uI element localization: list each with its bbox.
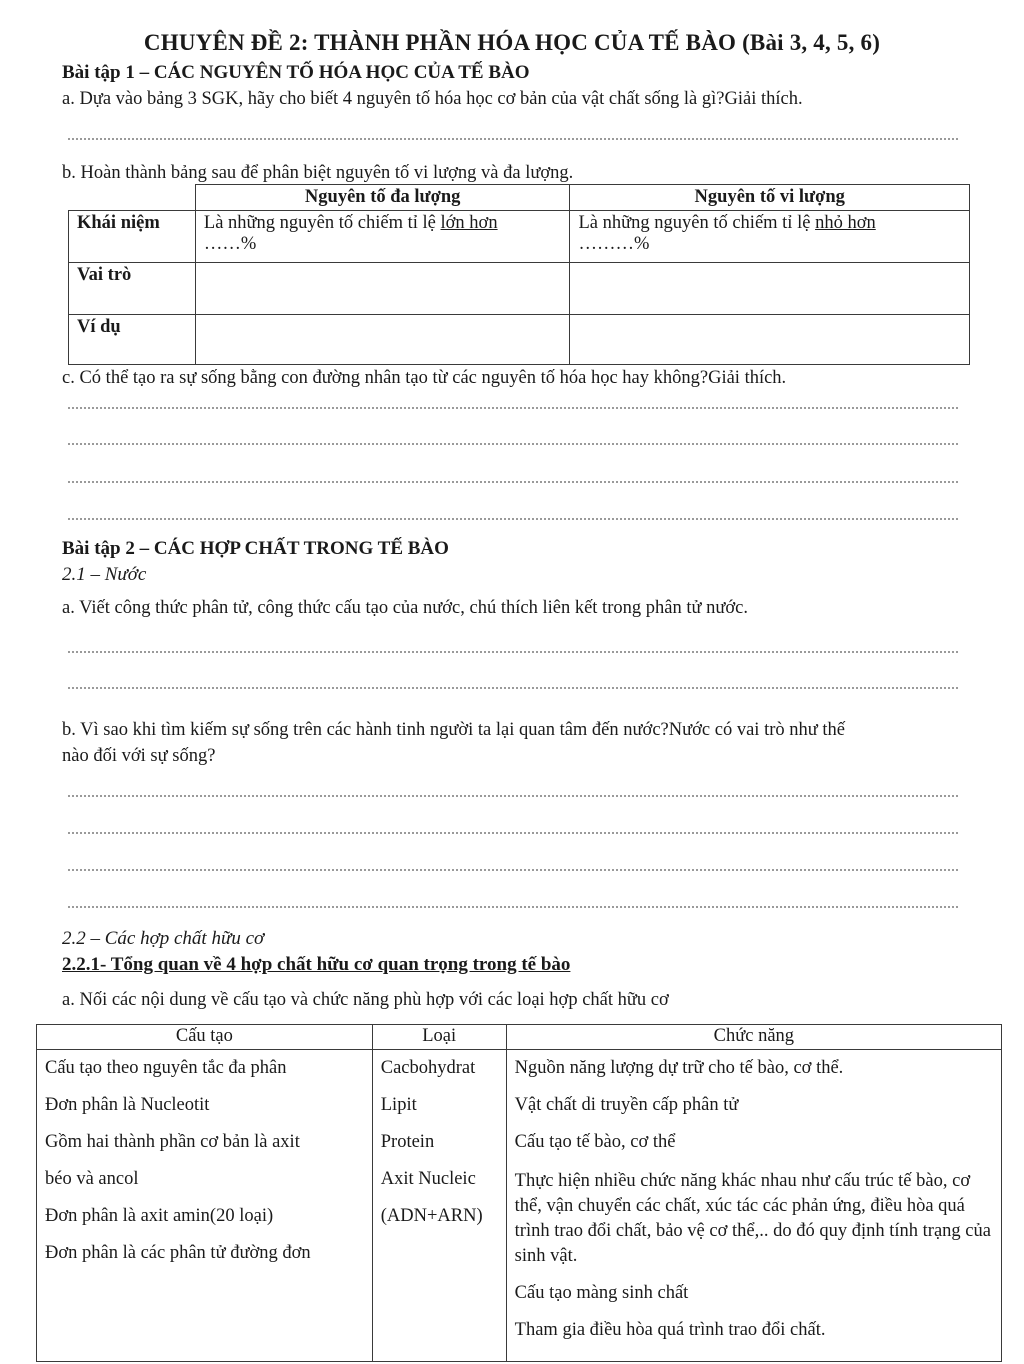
macro-example-cell[interactable]	[195, 315, 570, 365]
exercise-1c-question: c. Có thể tạo ra sự sống bằng con đường nhân tạo từ các nguyên tố hóa học hay không?Giải thích.	[62, 368, 787, 388]
type-item-protein[interactable]: Protein	[380, 1132, 435, 1152]
function-header: Chức năng	[506, 1025, 1001, 1050]
section-organic-title: 2.2 – Các hợp chất hữu cơ	[62, 928, 265, 949]
function-item[interactable]: Vật chất di truyền cấp phân tử	[514, 1095, 739, 1115]
answer-line	[68, 407, 958, 409]
answer-line	[68, 869, 958, 871]
structure-item[interactable]: Đơn phân là Nucleotit	[45, 1095, 210, 1115]
function-item[interactable]: Cấu tạo màng sinh chất	[514, 1283, 689, 1303]
answer-line	[68, 481, 958, 483]
macro-concept-underlined: lớn hơn	[440, 213, 498, 233]
type-column	[372, 1050, 506, 1362]
answer-line	[68, 518, 958, 520]
structure-item[interactable]: Đơn phân là axit amin(20 loại)	[45, 1206, 274, 1226]
answer-line	[68, 651, 958, 653]
micro-role-cell[interactable]	[570, 263, 970, 315]
elements-table	[68, 184, 970, 365]
water-question-b-line1: b. Vì sao khi tìm kiếm sự sống trên các hành tinh người ta lại quan tâm đến nước?Nước có vai trò như thế	[62, 720, 845, 740]
worksheet-title: CHUYÊN ĐỀ 2: THÀNH PHẦN HÓA HỌC CỦA TẾ BÀO (Bài 3, 4, 5, 6)	[143, 30, 881, 55]
structure-item[interactable]: Đơn phân là các phân tử đường đơn	[45, 1243, 311, 1263]
micro-concept-underlined: nhỏ hơn	[815, 213, 876, 233]
micro-element-header: Nguyên tố vi lượng	[570, 185, 970, 211]
micro-concept-text: Là những nguyên tố chiếm tỉ lệ	[578, 213, 816, 233]
answer-line	[68, 906, 958, 908]
answer-line	[68, 795, 958, 797]
micro-percent-blank[interactable]: ………%	[578, 234, 650, 254]
exercise-1b-question: b. Hoàn thành bảng sau để phân biệt nguyên tố vi lượng và đa lượng.	[62, 163, 574, 183]
structure-item[interactable]: Cấu tạo theo nguyên tắc đa phân	[45, 1058, 287, 1078]
organic-compounds-table	[36, 1024, 1002, 1362]
micro-concept-cell	[570, 211, 970, 263]
macro-role-cell[interactable]	[195, 263, 570, 315]
row-header-example: Ví dụ	[69, 315, 196, 365]
type-item-carbohydrate[interactable]: Cacbohydrat	[380, 1058, 476, 1078]
structure-item[interactable]: béo và ancol	[45, 1169, 139, 1189]
structure-column	[37, 1050, 373, 1362]
type-item-lipid[interactable]: Lipit	[380, 1095, 417, 1115]
function-item[interactable]: Nguồn năng lượng dự trữ cho tế bào, cơ thể.	[514, 1058, 844, 1078]
answer-line	[68, 687, 958, 689]
micro-example-cell[interactable]	[570, 315, 970, 365]
macro-element-header: Nguyên tố đa lượng	[195, 185, 570, 211]
type-item-dna-rna[interactable]: (ADN+ARN)	[380, 1206, 483, 1226]
function-column	[506, 1050, 1001, 1362]
row-header-role: Vai trò	[69, 263, 196, 315]
answer-line	[68, 443, 958, 445]
exercise-1a-question: a. Dựa vào bảng 3 SGK, hãy cho biết 4 nguyên tố hóa học cơ bản của vật chất sống là gì?Giải thích.	[62, 89, 803, 109]
exercise-1-heading: Bài tập 1 – CÁC NGUYÊN TỐ HÓA HỌC CỦA TẾ BÀO	[62, 62, 530, 83]
exercise-2-heading: Bài tập 2 – CÁC HỢP CHẤT TRONG TẾ BÀO	[62, 538, 449, 559]
answer-line	[68, 138, 958, 140]
macro-percent-blank[interactable]: ……%	[203, 234, 257, 254]
structure-item[interactable]: Gồm hai thành phần cơ bản là axit	[45, 1132, 300, 1152]
row-header-concept: Khái niệm	[69, 211, 196, 263]
water-question-b-line2: nào đối với sự sống?	[62, 746, 216, 766]
water-question-a: a. Viết công thức phân tử, công thức cấu tạo của nước, chú thích liên kết trong phân tử nước.	[62, 598, 749, 618]
section-overview-title: 2.2.1- Tổng quan về 4 hợp chất hữu cơ quan trọng trong tế bào	[62, 954, 571, 975]
table-corner	[69, 185, 196, 211]
structure-header: Cấu tạo	[37, 1025, 373, 1050]
type-item-nucleic-acid[interactable]: Axit Nucleic	[380, 1169, 476, 1189]
function-item[interactable]: Thực hiện nhiều chức năng khác nhau như cấu trúc tế bào, cơ thể, vận chuyển các chất, xúc tác các phản ứng, điều hòa quá trình trao đổi chất, bảo vệ cơ thể,.. do đó quy định tính trạng của sinh vật.	[514, 1171, 991, 1266]
macro-concept-text: Là những nguyên tố chiếm tỉ lệ	[203, 213, 441, 233]
answer-line	[68, 832, 958, 834]
type-header: Loại	[372, 1025, 506, 1050]
section-water-title: 2.1 – Nước	[62, 564, 147, 585]
function-item[interactable]: Tham gia điều hòa quá trình trao đổi chất.	[514, 1320, 826, 1340]
organic-question-a: a. Nối các nội dung về cấu tạo và chức năng phù hợp với các loại hợp chất hữu cơ	[62, 990, 669, 1010]
macro-concept-cell	[195, 211, 570, 263]
function-item[interactable]: Cấu tạo tế bào, cơ thể	[514, 1132, 676, 1152]
